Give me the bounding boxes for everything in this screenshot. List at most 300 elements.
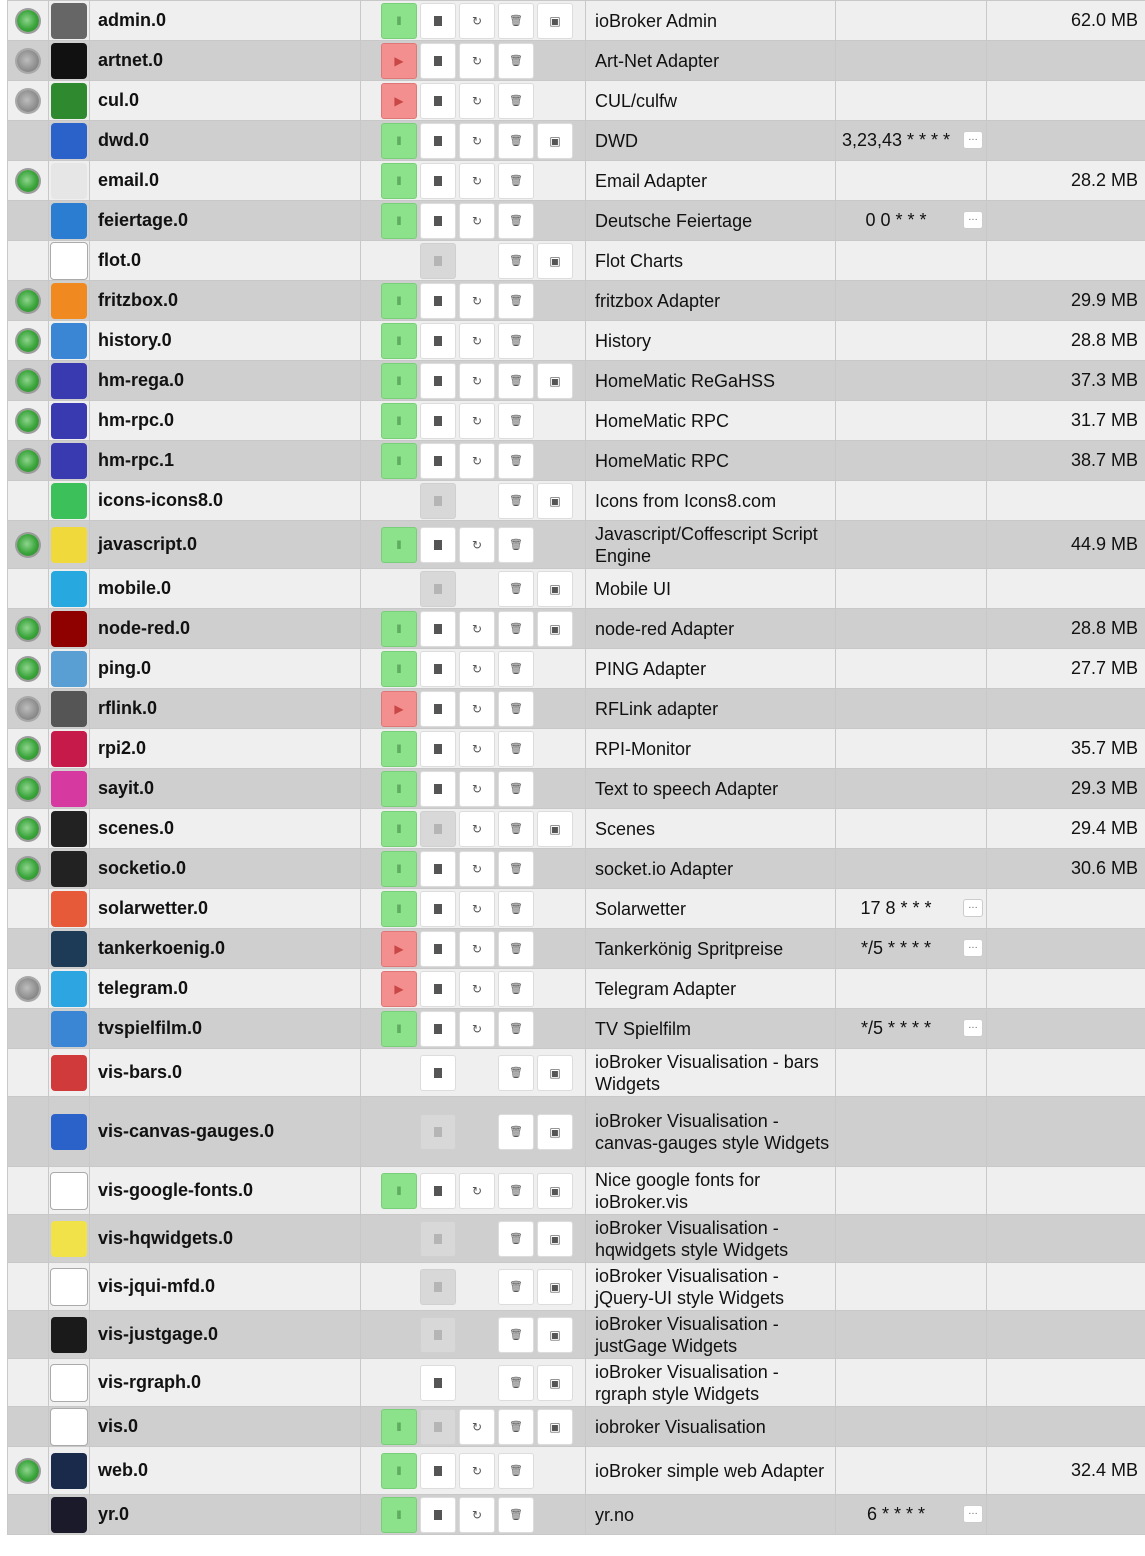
table-row: [8, 929, 1145, 969]
delete-button[interactable]: [498, 571, 534, 607]
status-cell: [8, 401, 49, 441]
memory-usage: [987, 241, 1145, 281]
pause-button[interactable]: [381, 731, 417, 767]
open-web-button[interactable]: [537, 3, 573, 39]
schedule-cell: [836, 569, 987, 609]
config-button[interactable]: [420, 43, 456, 79]
delete-button[interactable]: [498, 163, 534, 199]
pause-button[interactable]: [381, 1453, 417, 1489]
status-cell: [8, 1167, 49, 1215]
restart-button[interactable]: [459, 811, 495, 847]
pause-button[interactable]: [381, 1497, 417, 1533]
start-button[interactable]: [381, 971, 417, 1007]
restart-button[interactable]: [459, 443, 495, 479]
config-button[interactable]: [420, 527, 456, 563]
memory-usage: [987, 481, 1145, 521]
widgets-icon: [51, 1055, 87, 1091]
schedule-cell: [836, 481, 987, 521]
delete-button[interactable]: [498, 611, 534, 647]
restart-button[interactable]: [459, 931, 495, 967]
restart-button[interactable]: [459, 123, 495, 159]
delete-button[interactable]: [498, 1365, 534, 1401]
sun-weather-icon: [51, 891, 87, 927]
icon-cell: [49, 241, 90, 281]
open-web-button[interactable]: [537, 1173, 573, 1209]
trash-icon: 🗑: [509, 983, 523, 995]
flot-icon: [50, 242, 88, 280]
actions-cell: [361, 1, 586, 41]
pause-button[interactable]: [381, 527, 417, 563]
table-row: [8, 969, 1145, 1009]
pause-icon: ‖: [396, 821, 402, 836]
schedule-cell: [836, 1359, 987, 1407]
schedule-cell: [836, 401, 987, 441]
pause-button[interactable]: [381, 443, 417, 479]
action-buttons: [361, 1173, 585, 1209]
actions-cell: [361, 481, 586, 521]
status-running-indicator: [17, 618, 39, 640]
config-button[interactable]: [420, 771, 456, 807]
rgraph-icon: [50, 1364, 88, 1402]
schedule-cell: [836, 769, 987, 809]
delete-button[interactable]: [498, 483, 534, 519]
headset-icon: [51, 691, 87, 727]
edit-schedule-button[interactable]: …: [963, 211, 983, 229]
edit-schedule-button[interactable]: …: [963, 899, 983, 917]
schedule-cell: [836, 1447, 987, 1495]
instance-name: hm-rega.0: [90, 361, 361, 401]
reload-icon: ↻: [471, 413, 483, 428]
config-button[interactable]: [420, 651, 456, 687]
start-button[interactable]: [381, 83, 417, 119]
delete-button[interactable]: [498, 691, 534, 727]
config-button[interactable]: [420, 443, 456, 479]
status-cell: [8, 41, 49, 81]
action-buttons: [361, 1365, 585, 1401]
pause-icon: ‖: [396, 413, 402, 428]
image-icon: ▣: [549, 253, 561, 268]
delete-button[interactable]: [498, 283, 534, 319]
reload-icon: ↻: [471, 1419, 483, 1434]
instance-title: RPI-Monitor: [586, 729, 836, 769]
config-icon: [434, 944, 442, 954]
pause-button[interactable]: [381, 651, 417, 687]
instance-title: HomeMatic RPC: [586, 401, 836, 441]
memory-usage: [987, 201, 1145, 241]
restart-button[interactable]: [459, 323, 495, 359]
status-cell: [8, 321, 49, 361]
reload-icon: ↻: [471, 133, 483, 148]
pause-button[interactable]: [381, 1173, 417, 1209]
restart-button[interactable]: [459, 611, 495, 647]
config-button[interactable]: [420, 1173, 456, 1209]
open-web-button[interactable]: [537, 1221, 573, 1257]
config-icon: [434, 416, 442, 426]
schedule-cell: [836, 1009, 987, 1049]
pause-button[interactable]: [381, 323, 417, 359]
play-icon: ▶: [394, 941, 404, 956]
open-web-button[interactable]: [537, 1269, 573, 1305]
config-button[interactable]: [420, 1011, 456, 1047]
pause-button[interactable]: [381, 771, 417, 807]
status-cell: [8, 1407, 49, 1447]
instance-title: socket.io Adapter: [586, 849, 836, 889]
open-web-button[interactable]: [537, 1365, 573, 1401]
schedule-cell: [836, 521, 987, 569]
config-icon: [434, 136, 442, 146]
delete-button[interactable]: [498, 971, 534, 1007]
instance-title: Deutsche Feiertage: [586, 201, 836, 241]
delete-button[interactable]: [498, 1317, 534, 1353]
instance-name: socketio.0: [90, 849, 361, 889]
memory-usage: [987, 1407, 1145, 1447]
action-buttons: [361, 891, 585, 927]
instance-name: vis-jqui-mfd.0: [90, 1263, 361, 1311]
action-buttons: [361, 1221, 585, 1257]
config-button[interactable]: [420, 483, 456, 519]
play-icon: ▶: [394, 53, 404, 68]
config-button[interactable]: [420, 1114, 456, 1150]
delete-button[interactable]: [498, 1269, 534, 1305]
memory-usage: [987, 41, 1145, 81]
config-icon: [434, 1186, 442, 1196]
config-button[interactable]: [420, 811, 456, 847]
actions-cell: [361, 1407, 586, 1447]
pause-button[interactable]: [381, 1409, 417, 1445]
restart-button[interactable]: [459, 527, 495, 563]
icon-cell: [49, 1495, 90, 1535]
delete-button[interactable]: [498, 1011, 534, 1047]
open-web-button[interactable]: [537, 1317, 573, 1353]
pause-button[interactable]: [381, 163, 417, 199]
instance-title: Nice google fonts for ioBroker.vis: [586, 1167, 836, 1215]
open-web-button[interactable]: [537, 1114, 573, 1150]
delete-button[interactable]: [498, 203, 534, 239]
delete-button[interactable]: [498, 1114, 534, 1150]
status-running-indicator: [17, 330, 39, 352]
status-cell: [8, 649, 49, 689]
config-icon: [434, 624, 442, 634]
delete-button[interactable]: [498, 771, 534, 807]
pause-button[interactable]: [381, 283, 417, 319]
trash-icon: 🗑: [509, 415, 523, 427]
icon-cell: [49, 769, 90, 809]
status-running-indicator: [17, 1460, 39, 1482]
config-button[interactable]: [420, 571, 456, 607]
homematic-icon: [51, 403, 87, 439]
config-button[interactable]: [420, 891, 456, 927]
restart-button[interactable]: [459, 163, 495, 199]
instance-name: hm-rpc.1: [90, 441, 361, 481]
restart-button[interactable]: [459, 1497, 495, 1533]
delete-button[interactable]: [498, 83, 534, 119]
open-web-button[interactable]: [537, 611, 573, 647]
restart-button[interactable]: [459, 1453, 495, 1489]
open-web-button[interactable]: [537, 123, 573, 159]
schedule-text: 17 8 * * *: [860, 898, 932, 918]
delete-button[interactable]: [498, 43, 534, 79]
action-buttons: [361, 363, 585, 399]
delete-button[interactable]: [498, 891, 534, 927]
memory-usage: 35.7 MB: [987, 729, 1145, 769]
trash-icon: 🗑: [509, 623, 523, 635]
icon-cell: [49, 929, 90, 969]
config-icon: [434, 336, 442, 346]
status-cell: [8, 929, 49, 969]
memory-usage: [987, 1311, 1145, 1359]
trash-icon: 🗑: [509, 1067, 523, 1079]
actions-cell: [361, 1167, 586, 1215]
restart-button[interactable]: [459, 283, 495, 319]
actions-cell: [361, 1359, 586, 1407]
memory-usage: 37.3 MB: [987, 361, 1145, 401]
status-stopped-indicator: [17, 50, 39, 72]
actions-cell: [361, 121, 586, 161]
config-icon: [434, 216, 442, 226]
config-button[interactable]: [420, 1409, 456, 1445]
open-web-button[interactable]: [537, 1409, 573, 1445]
delete-button[interactable]: [498, 1497, 534, 1533]
restart-button[interactable]: [459, 403, 495, 439]
open-web-button[interactable]: [537, 1055, 573, 1091]
action-buttons: [361, 651, 585, 687]
delete-button[interactable]: [498, 651, 534, 687]
restart-button[interactable]: [459, 83, 495, 119]
edit-schedule-button[interactable]: …: [963, 1019, 983, 1037]
reload-icon: ↻: [471, 701, 483, 716]
schedule-cell: [836, 729, 987, 769]
cul-icon: [51, 83, 87, 119]
config-button[interactable]: [420, 931, 456, 967]
icon-cell: [49, 1447, 90, 1495]
config-button[interactable]: [420, 83, 456, 119]
pause-button[interactable]: [381, 611, 417, 647]
restart-button[interactable]: [459, 1011, 495, 1047]
delete-button[interactable]: [498, 403, 534, 439]
delete-button[interactable]: [498, 931, 534, 967]
table-row: [8, 1215, 1145, 1263]
jqui-icon: [50, 1268, 88, 1306]
restart-button[interactable]: [459, 691, 495, 727]
table-row: [8, 729, 1145, 769]
start-button[interactable]: [381, 931, 417, 967]
actions-cell: [361, 1215, 586, 1263]
delete-button[interactable]: [498, 1221, 534, 1257]
open-web-button[interactable]: [537, 571, 573, 607]
delete-button[interactable]: [498, 851, 534, 887]
pause-button[interactable]: [381, 851, 417, 887]
pause-icon: ‖: [396, 621, 402, 636]
image-icon: ▣: [549, 1065, 561, 1080]
delete-button[interactable]: [498, 527, 534, 563]
delete-button[interactable]: [498, 1453, 534, 1489]
actions-cell: [361, 1097, 586, 1167]
config-button[interactable]: [420, 403, 456, 439]
config-button[interactable]: [420, 731, 456, 767]
table-row: [8, 1359, 1145, 1407]
config-icon: [434, 296, 442, 306]
actions-cell: [361, 1495, 586, 1535]
trash-icon: 🗑: [509, 583, 523, 595]
trash-icon: 🗑: [509, 495, 523, 507]
actions-cell: [361, 849, 586, 889]
config-icon: [434, 984, 442, 994]
pause-icon: ‖: [396, 537, 402, 552]
action-buttons: [361, 1269, 585, 1305]
action-buttons: [361, 203, 585, 239]
open-web-button[interactable]: [537, 363, 573, 399]
icon-cell: [49, 281, 90, 321]
pause-button[interactable]: [381, 363, 417, 399]
status-cell: [8, 849, 49, 889]
start-button[interactable]: [381, 691, 417, 727]
restart-button[interactable]: [459, 651, 495, 687]
delete-button[interactable]: [498, 731, 534, 767]
open-web-button[interactable]: [537, 243, 573, 279]
config-button[interactable]: [420, 323, 456, 359]
memory-usage: 32.4 MB: [987, 1447, 1145, 1495]
icon-cell: [49, 481, 90, 521]
pause-button[interactable]: [381, 891, 417, 927]
ping-icon: [51, 651, 87, 687]
config-button[interactable]: [420, 163, 456, 199]
config-button[interactable]: [420, 1221, 456, 1257]
memory-usage: [987, 1009, 1145, 1049]
schedule: [836, 891, 986, 927]
edit-schedule-button[interactable]: …: [963, 131, 983, 149]
schedule-cell: [836, 1263, 987, 1311]
config-button[interactable]: [420, 3, 456, 39]
restart-button[interactable]: [459, 43, 495, 79]
config-button[interactable]: [420, 691, 456, 727]
reload-icon: ↻: [471, 1507, 483, 1522]
icon-cell: [49, 1311, 90, 1359]
pause-button[interactable]: [381, 123, 417, 159]
restart-button[interactable]: [459, 1173, 495, 1209]
trash-icon: 🗑: [509, 943, 523, 955]
status-running-indicator: [17, 410, 39, 432]
memory-usage: [987, 81, 1145, 121]
config-button[interactable]: [420, 851, 456, 887]
icon-cell: [49, 361, 90, 401]
icon-cell: [49, 41, 90, 81]
open-web-button[interactable]: [537, 811, 573, 847]
image-icon: ▣: [549, 1279, 561, 1294]
play-icon: ▶: [394, 981, 404, 996]
config-button[interactable]: [420, 611, 456, 647]
action-buttons: [361, 483, 585, 519]
icon-cell: [49, 569, 90, 609]
trash-icon: 🗑: [509, 1281, 523, 1293]
instance-title: RFLink adapter: [586, 689, 836, 729]
delete-button[interactable]: [498, 443, 534, 479]
status-cell: [8, 1495, 49, 1535]
adapter-instances-table: [7, 0, 1145, 1535]
homematic-icon: [51, 443, 87, 479]
config-button[interactable]: [420, 123, 456, 159]
restart-button[interactable]: [459, 203, 495, 239]
restart-button[interactable]: [459, 771, 495, 807]
config-button[interactable]: [420, 1055, 456, 1091]
edit-schedule-button[interactable]: …: [963, 939, 983, 957]
dwd-spiral-icon: [51, 123, 87, 159]
delete-button[interactable]: [498, 3, 534, 39]
trash-icon: 🗑: [509, 455, 523, 467]
actions-cell: [361, 521, 586, 569]
config-button[interactable]: [420, 1497, 456, 1533]
config-button[interactable]: [420, 1365, 456, 1401]
delete-button[interactable]: [498, 243, 534, 279]
status-running-indicator: [17, 778, 39, 800]
config-button[interactable]: [420, 243, 456, 279]
pause-button[interactable]: [381, 1011, 417, 1047]
icon-cell: [49, 201, 90, 241]
status-running-indicator: [17, 818, 39, 840]
pause-button[interactable]: [381, 3, 417, 39]
delete-button[interactable]: [498, 323, 534, 359]
reload-icon: ↻: [471, 213, 483, 228]
restart-button[interactable]: [459, 363, 495, 399]
open-web-button[interactable]: [537, 483, 573, 519]
restart-button[interactable]: [459, 3, 495, 39]
instance-title: CUL/culfw: [586, 81, 836, 121]
instance-name: solarwetter.0: [90, 889, 361, 929]
schedule-cell: [836, 281, 987, 321]
reload-icon: ↻: [471, 901, 483, 916]
pause-button[interactable]: [381, 203, 417, 239]
restart-button[interactable]: [459, 891, 495, 927]
delete-button[interactable]: [498, 1173, 534, 1209]
edit-schedule-button[interactable]: …: [963, 1505, 983, 1523]
schedule-cell: [836, 241, 987, 281]
instance-name: vis-bars.0: [90, 1049, 361, 1097]
restart-button[interactable]: [459, 851, 495, 887]
config-button[interactable]: [420, 971, 456, 1007]
delete-button[interactable]: [498, 123, 534, 159]
pause-button[interactable]: [381, 811, 417, 847]
delete-button[interactable]: [498, 1409, 534, 1445]
action-buttons: [361, 1317, 585, 1353]
trash-icon: 🗑: [509, 783, 523, 795]
restart-button[interactable]: [459, 971, 495, 1007]
icon-cell: [49, 1263, 90, 1311]
actions-cell: [361, 1009, 586, 1049]
delete-button[interactable]: [498, 1055, 534, 1091]
delete-button[interactable]: [498, 811, 534, 847]
schedule-cell: [836, 41, 987, 81]
start-button[interactable]: [381, 43, 417, 79]
pause-button[interactable]: [381, 403, 417, 439]
config-button[interactable]: [420, 1269, 456, 1305]
config-button[interactable]: [420, 1317, 456, 1353]
status-cell: [8, 1215, 49, 1263]
config-icon: [434, 456, 442, 466]
config-button[interactable]: [420, 203, 456, 239]
instance-name: icons-icons8.0: [90, 481, 361, 521]
config-button[interactable]: [420, 1453, 456, 1489]
image-icon: ▣: [549, 1183, 561, 1198]
actions-cell: [361, 689, 586, 729]
restart-button[interactable]: [459, 731, 495, 767]
config-button[interactable]: [420, 363, 456, 399]
action-buttons: [361, 323, 585, 359]
pause-icon: ‖: [396, 293, 402, 308]
action-buttons: [361, 811, 585, 847]
restart-button[interactable]: [459, 1409, 495, 1445]
delete-button[interactable]: [498, 363, 534, 399]
node-red-icon: [51, 611, 87, 647]
config-button[interactable]: [420, 283, 456, 319]
